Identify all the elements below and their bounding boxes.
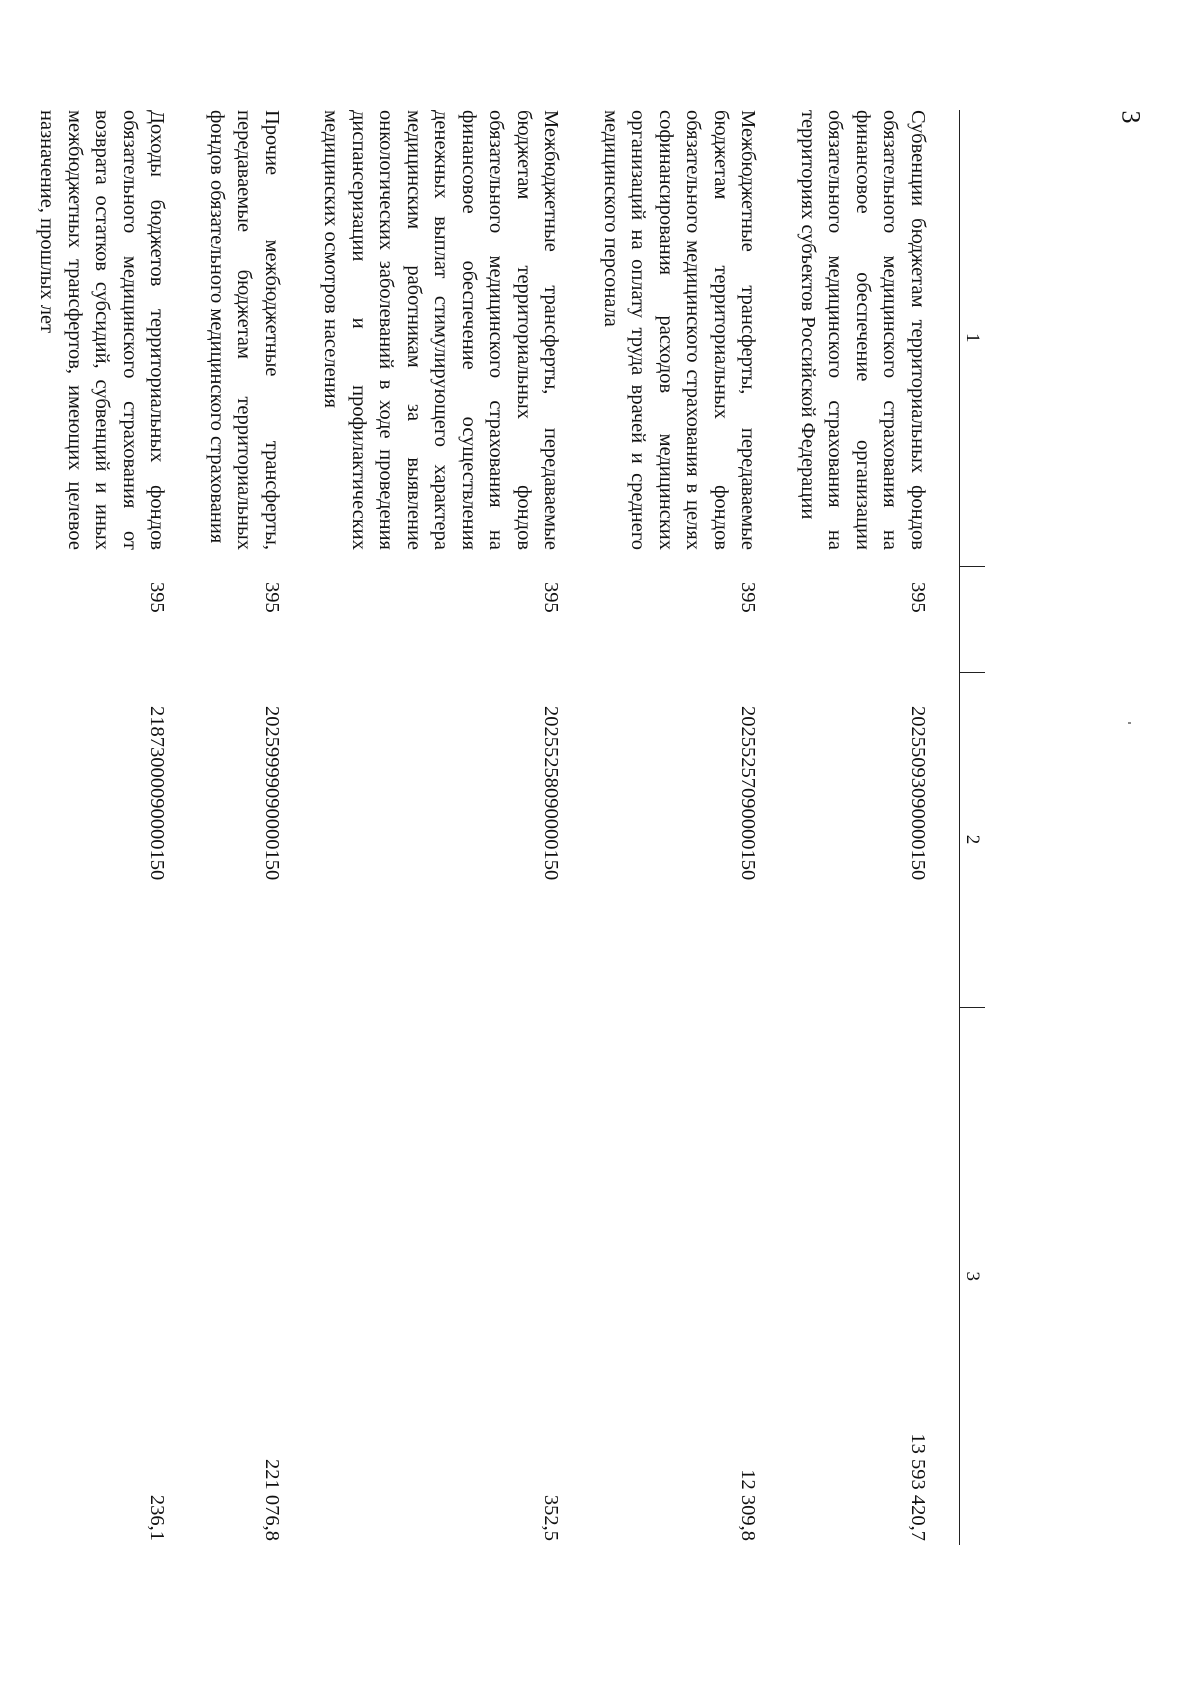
row-admin-code: 395 (907, 582, 929, 613)
row-admin-code: 395 (737, 582, 760, 613)
header-col-admin (960, 566, 986, 672)
row-amount: 12 309,8 (737, 1469, 760, 1541)
row-budget-code: 20255093090000150 (907, 706, 929, 881)
row-amount: 13 593 420,7 (907, 1433, 929, 1541)
table-row (191, 110, 306, 1545)
scan-speck (1128, 722, 1131, 724)
budget-revenue-table (0, 110, 985, 1545)
header-col-3: 3 (960, 1007, 986, 1545)
row-description: Межбюджетные трансферты, передаваемые бюджетам территориальных фондов обязательного медицинского страхования в целях софинансирования расходов медицинских организаций на оплату труда врачей и среднего медицинского персонала (600, 110, 760, 550)
row-budget-code (0, 672, 21, 1007)
row-admin-code (0, 566, 21, 672)
sheet (36, 110, 985, 1545)
row-admin-code: 395 (261, 582, 283, 613)
row-budget-code: 20259999090000150 (261, 706, 283, 881)
table-row (21, 110, 191, 1545)
row-amount (0, 1007, 21, 1545)
row-description (0, 110, 21, 566)
header-col-1: 1 (960, 110, 986, 566)
row-description: Прочие межбюджетные трансферты, передаваемые бюджетам территориальных фондов обязательного медицинского страхования (206, 110, 283, 550)
table-row (305, 110, 585, 1545)
rotated-table-wrapper (36, 110, 985, 1545)
row-admin-code: 395 (540, 582, 563, 613)
row-description: Межбюджетные трансферты, передаваемые бюджетам территориальных фондов обязательного медицинского страхования на финансовое обеспечение осуществления денежных выплат стимулирующего характера медицинским работникам за выявление онкологических заболеваний в ходе проведения диспансеризации и профилактических медицинских осмотров населения (320, 110, 563, 550)
row-description: Доходы бюджетов территориальных фондов обязательного медицинского страхования от возврата остатков субсидий, субвенций и иных межбюджетных трансфертов, имеющих целевое назначение, прошлых лет (36, 110, 169, 550)
table-header-row (960, 110, 986, 1545)
row-amount: 352,5 (540, 1494, 563, 1541)
row-description: Субвенции бюджетам территориальных фондов обязательного медицинского страхования на финансовое обеспечение организации обязательного медицинского страхования на территориях субъектов Российской Федерации (797, 110, 929, 550)
row-budget-code: 20255257090000150 (737, 706, 760, 881)
row-amount: 236,1 (146, 1494, 169, 1541)
row-budget-code: 21873000090000150 (146, 706, 169, 881)
header-col-2: 2 (960, 672, 986, 1007)
row-budget-code: 20255258090000150 (540, 706, 563, 881)
row-admin-code: 395 (146, 582, 169, 613)
page-number: 3 (1116, 110, 1146, 124)
table-row (782, 110, 960, 1545)
table-row (585, 110, 782, 1545)
row-amount: 221 076,8 (261, 1459, 283, 1541)
table-row (0, 110, 21, 1545)
